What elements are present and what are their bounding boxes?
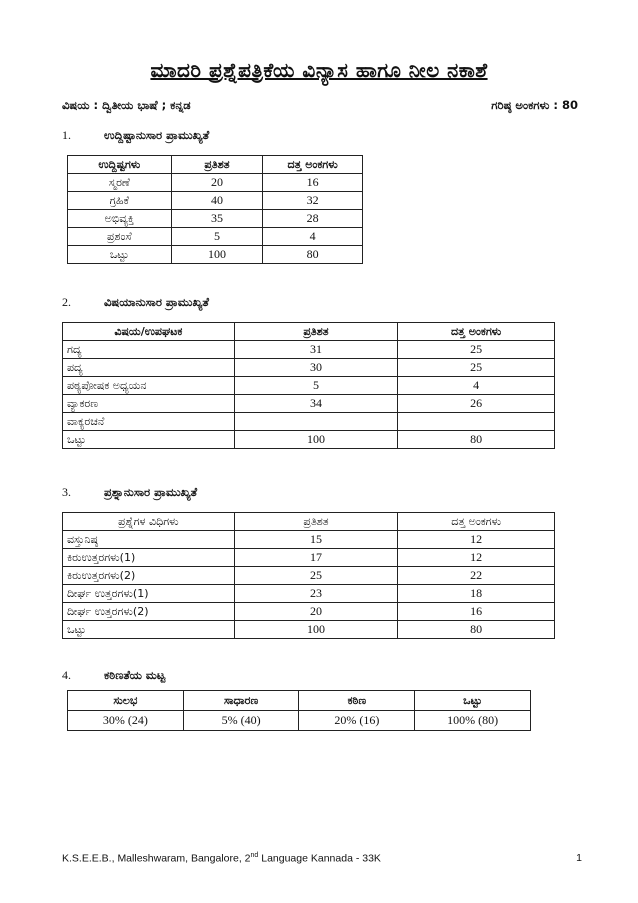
section-2-heading <box>62 295 209 310</box>
table-cell: 40 <box>171 192 263 210</box>
column-header: ಒಟ್ಟು <box>415 691 531 711</box>
table-header-row <box>63 513 555 531</box>
section-1-title: ಉದ್ದಿಷ್ಟಾನುಸಾರ ಪ್ರಾಮುಖ್ಯತೆ <box>104 128 210 142</box>
table-cell: 4 <box>263 228 363 246</box>
table-cell: 25 <box>398 359 555 377</box>
section-2-number: 2. <box>62 295 71 309</box>
table-row <box>68 210 363 228</box>
table-cell: 20% (16) <box>299 711 415 731</box>
table-row <box>63 395 555 413</box>
subject-row <box>62 98 578 116</box>
table-row <box>68 246 363 264</box>
page-title: ಮಾದರಿ ಪ್ರಶ್ನೆಪತ್ರಿಕೆಯ ವಿನ್ಯಾಸ ಹಾಗೂ ನೀಲ ನಕಾಶೆ <box>150 58 488 82</box>
table-cell: 20 <box>234 603 398 621</box>
column-header: ಪ್ರತಿಶತ <box>234 513 398 531</box>
table-cell: 100% (80) <box>415 711 531 731</box>
table-cell: 100 <box>234 621 398 639</box>
table-cell: 16 <box>398 603 555 621</box>
table-cell: 80 <box>398 621 555 639</box>
footer-text: K.S.E.E.B., Malleshwaram, Bangalore, 2 <box>62 852 251 865</box>
section-4-heading <box>62 668 165 683</box>
table-cell: ಪ್ರಶಂಸೆ <box>68 228 172 246</box>
table-cell: 23 <box>234 585 398 603</box>
table-row <box>63 603 555 621</box>
table-cell: ವ್ಯಾಕರಣ <box>63 395 235 413</box>
table-cell <box>398 413 555 431</box>
column-header: ವಿಷಯ/ಉಪಘಟಕ <box>63 323 235 341</box>
table-cell: ಪಠ್ಯಪೋಷಕ ಅಧ್ಯಯನ <box>63 377 235 395</box>
table-cell: ದೀರ್ಘ ಉತ್ತರಗಳು(1) <box>63 585 235 603</box>
table-cell: ವಸ್ತುನಿಷ್ಠ <box>63 531 235 549</box>
table-cell: 18 <box>398 585 555 603</box>
section-1-number: 1. <box>62 128 71 142</box>
question-type-weightage-table <box>62 512 555 639</box>
section-4-number: 4. <box>62 668 71 682</box>
column-header: ಪ್ರಶ್ನೆಗಳ ವಿಧಿಗಳು <box>63 513 235 531</box>
table-cell: 15 <box>234 531 398 549</box>
table-cell: 80 <box>263 246 363 264</box>
table-cell: ಗ್ರಹಿಕೆ <box>68 192 172 210</box>
table-row <box>63 567 555 585</box>
table-cell: 5 <box>234 377 398 395</box>
column-header: ಉದ್ದಿಷ್ಟಗಳು <box>68 156 172 174</box>
table-cell: 100 <box>234 431 398 449</box>
table-row <box>68 711 531 731</box>
column-header: ದತ್ತ ಅಂಕಗಳು <box>398 323 555 341</box>
table-cell: 28 <box>263 210 363 228</box>
table-cell: ದೀರ್ಘ ಉತ್ತರಗಳು(2) <box>63 603 235 621</box>
footer-superscript: nd <box>250 852 259 859</box>
table-header-row <box>63 323 555 341</box>
column-header: ಸುಲಭ <box>68 691 184 711</box>
table-row <box>63 621 555 639</box>
section-2-title: ವಿಷಯಾನುಸಾರ ಪ್ರಾಮುಖ್ಯತೆ <box>104 295 209 309</box>
section-1-heading <box>62 128 209 143</box>
section-3-heading <box>62 485 197 500</box>
column-header: ದತ್ತ ಅಂಕಗಳು <box>398 513 555 531</box>
subject-label: ವಿಷಯ : ದ್ವಿತೀಯ ಭಾಷೆ ; ಕನ್ನಡ <box>62 98 191 112</box>
column-header: ಪ್ರತಿಶತ <box>171 156 263 174</box>
table-cell: 80 <box>398 431 555 449</box>
footer-text-end: Language Kannada - 33K <box>258 852 381 865</box>
table-cell: 22 <box>398 567 555 585</box>
table-cell: ಅಭಿವ್ಯಕ್ತಿ <box>68 210 172 228</box>
table-cell: 25 <box>234 567 398 585</box>
table-row <box>63 585 555 603</box>
section-3-number: 3. <box>62 485 71 499</box>
table-cell: 12 <box>398 531 555 549</box>
section-4-title: ಕಠಿಣತೆಯ ಮಟ್ಟ <box>104 668 166 682</box>
table-cell: 5% (40) <box>183 711 299 731</box>
table-row <box>63 413 555 431</box>
table-row <box>63 549 555 567</box>
table-cell: ಸ್ಮರಣೆ <box>68 174 172 192</box>
table-cell: 20 <box>171 174 263 192</box>
max-marks-label: ಗರಿಷ್ಠ ಅಂಕಗಳು : 80 <box>491 98 578 112</box>
table-cell: ಗದ್ಯ <box>63 341 235 359</box>
table-cell: 30% (24) <box>68 711 184 731</box>
table-row <box>68 174 363 192</box>
table-row <box>63 431 555 449</box>
table-row <box>63 359 555 377</box>
table-cell: ಒಟ್ಟು <box>63 621 235 639</box>
table-cell: 31 <box>234 341 398 359</box>
table-cell: ಕಿರುಉತ್ತರಗಳು(2) <box>63 567 235 585</box>
table-header-row <box>68 691 531 711</box>
table-row <box>63 341 555 359</box>
difficulty-level-table <box>67 690 531 731</box>
table-cell: 4 <box>398 377 555 395</box>
table-cell: 34 <box>234 395 398 413</box>
table-cell: 16 <box>263 174 363 192</box>
table-cell: 30 <box>234 359 398 377</box>
table-cell: 100 <box>171 246 263 264</box>
objective-weightage-table <box>67 155 363 264</box>
table-row <box>68 192 363 210</box>
table-cell: ಪದ್ಯ <box>63 359 235 377</box>
table-cell: 32 <box>263 192 363 210</box>
table-cell: 26 <box>398 395 555 413</box>
table-cell: 35 <box>171 210 263 228</box>
column-header: ದತ್ತ ಅಂಕಗಳು <box>263 156 363 174</box>
table-row <box>68 228 363 246</box>
table-header-row <box>68 156 363 174</box>
table-row <box>63 377 555 395</box>
content-weightage-table <box>62 322 555 449</box>
table-cell: ಕಿರುಉತ್ತರಗಳು(1) <box>63 549 235 567</box>
table-cell: ಒಟ್ಟು <box>63 431 235 449</box>
table-cell: ವಾಕ್ಯರಚನೆ <box>63 413 235 431</box>
table-cell: 5 <box>171 228 263 246</box>
section-3-title: ಪ್ರಶ್ನಾನುಸಾರ ಪ್ರಾಮುಖ್ಯತೆ <box>104 485 198 499</box>
table-cell: 25 <box>398 341 555 359</box>
table-cell: ಒಟ್ಟು <box>68 246 172 264</box>
table-cell: 12 <box>398 549 555 567</box>
column-header: ಪ್ರತಿಶತ <box>234 323 398 341</box>
table-row <box>63 531 555 549</box>
table-cell <box>234 413 398 431</box>
column-header: ಕಠಿಣ <box>299 691 415 711</box>
table-cell: 17 <box>234 549 398 567</box>
page-footer <box>62 852 582 865</box>
page-number: 1 <box>576 852 582 864</box>
column-header: ಸಾಧಾರಣ <box>183 691 299 711</box>
